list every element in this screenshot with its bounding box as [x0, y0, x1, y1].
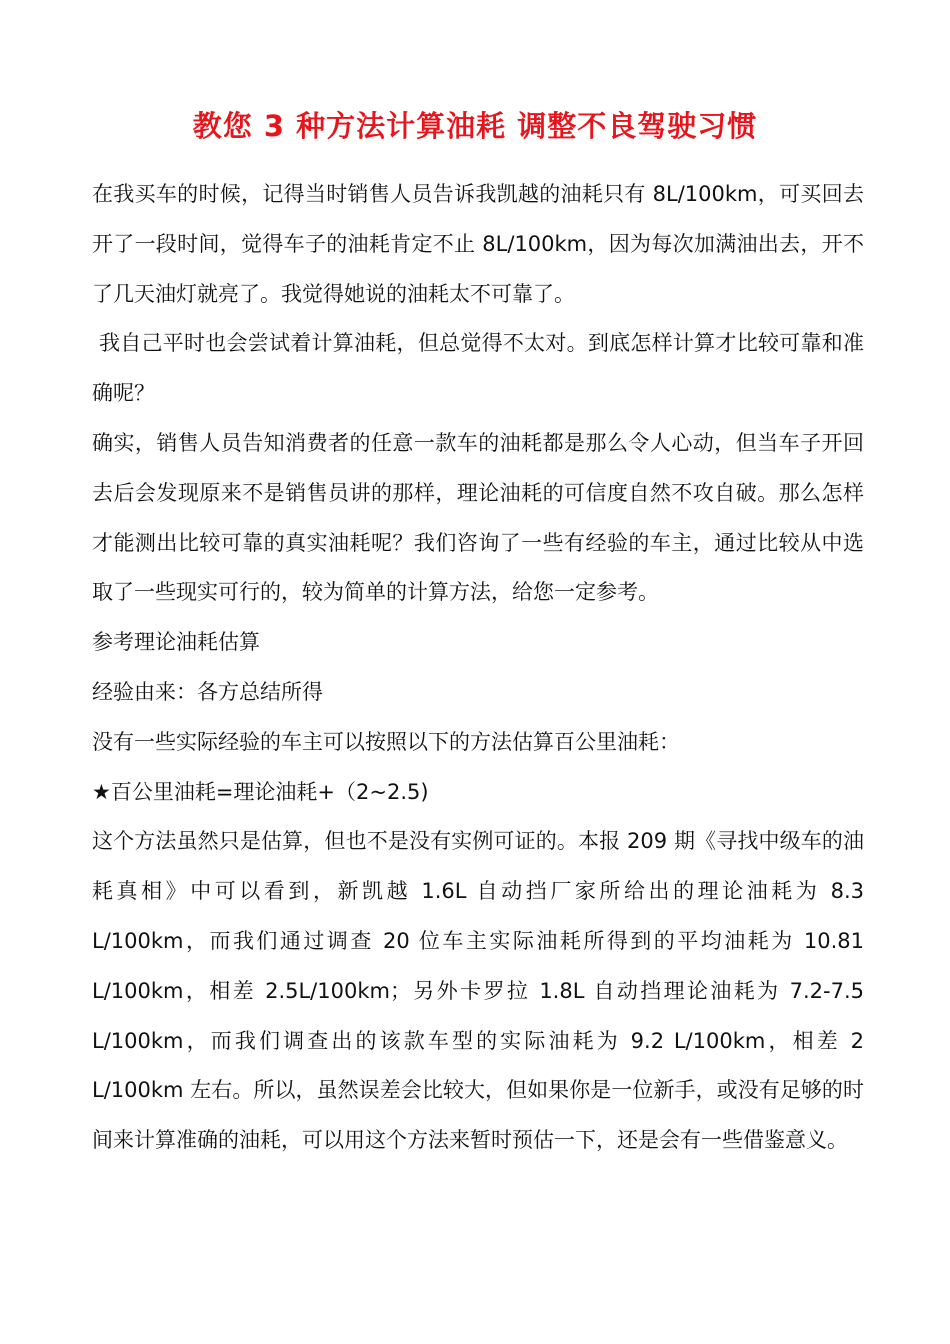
paragraph-1: 在我买车的时候，记得当时销售人员告诉我凯越的油耗只有 8L/100km，可买回去开了一段时间，觉得车子的油耗肯定不止 8L/100km，因为每次加满油出去，开不了几天油灯就亮了。我觉得她说的油耗太不可靠了。 — [92, 182, 864, 306]
formula-line: ★百公里油耗=理论油耗+（2~2.5) — [92, 779, 429, 804]
paragraph-3: 确实，销售人员告知消费者的任意一款车的油耗都是那么令人心动，但当车子开回去后会发现原来不是销售员讲的那样，理论油耗的可信度自然不攻自破。那么怎样才能测出比较可靠的真实油耗呢？我们咨询了一些有经验的车主，通过比较从中选取了一些现实可行的，较为简单的计算方法，给您一定参考。 — [92, 430, 864, 605]
document-body — [92, 170, 864, 1166]
paragraph-4: 没有一些实际经验的车主可以按照以下的方法估算百公里油耗： — [92, 729, 680, 754]
paragraph-2: 我自己平时也会尝试着计算油耗，但总觉得不太对。到底怎样计算才比较可靠和准确呢？ — [92, 331, 864, 406]
paragraph-5: 这个方法虽然只是估算，但也不是没有实例可证的。本报 209 期《寻找中级车的油耗真相》中可以看到，新凯越 1.6L 自动挡厂家所给出的理论油耗为 8.3 L/100km，而我们通过调查 20 位车主实际油耗所得到的平均油耗为 10.81 L/100km，相差 2.5L/100km；另外卡罗拉 1.8L 自动挡理论油耗为 7.2-7.5 L/100km，而我们调查出的该款车型的实际油耗为 9.2 L/100km，相差 2 L/100km 左右。所以，虽然误差会比较大，但如果你是一位新手，或没有足够的时间来计算准确的油耗，可以用这个方法来暂时预估一下，还是会有一些借鉴意义。 — [92, 829, 864, 1153]
document-title: 教您 3 种方法计算油耗 调整不良驾驶习惯 — [192, 109, 758, 143]
experience-source: 经验由来：各方总结所得 — [92, 679, 323, 704]
section-heading: 参考理论油耗估算 — [92, 630, 260, 655]
